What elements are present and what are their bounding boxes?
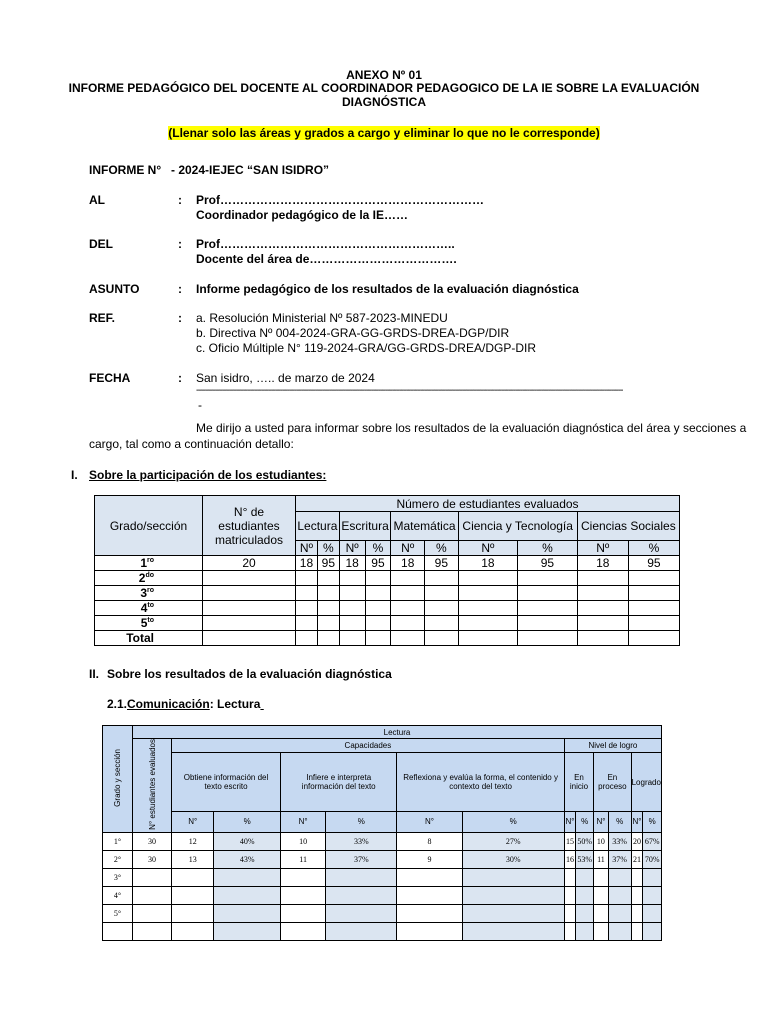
intro-paragraph-line1: Me dirijo a usted para informar sobre los resultados de la evaluación diagnóstica del área y secciones a [196, 421, 747, 435]
al-line1: Prof………………………………………………………… [196, 193, 484, 207]
table-cell: 43% [214, 850, 281, 868]
table-cell [577, 601, 628, 616]
table-cell [643, 904, 662, 922]
table-cell [518, 616, 578, 631]
table-cell [518, 631, 578, 646]
table-cell: 95 [628, 556, 679, 571]
t1-grado-number: 5 [140, 616, 148, 630]
table-row [95, 616, 680, 631]
t1-header-matriculados: N° de estudiantes matriculados [203, 496, 296, 556]
t1-grado-cell [95, 556, 203, 571]
table-cell [326, 868, 397, 886]
table-row [103, 832, 662, 850]
table-cell [425, 601, 459, 616]
t1-matriculados-cell [203, 601, 296, 616]
table-cell [628, 631, 679, 646]
table-cell [425, 586, 459, 601]
t1-area-ciencia: Ciencia y Tecnología [458, 512, 577, 541]
del-line1: Prof………………………………………………….. [196, 237, 455, 251]
table-cell [339, 631, 365, 646]
table-cell: 95 [317, 556, 339, 571]
table-cell [564, 886, 575, 904]
table-cell: 30% [462, 850, 564, 868]
table-cell [317, 601, 339, 616]
table-cell [214, 886, 281, 904]
t2-cap-infiere: Infiere e interpreta información del texto [281, 753, 397, 812]
section2-title: Sobre los resultados de la evaluación diagnóstica [107, 667, 392, 681]
table-cell [628, 601, 679, 616]
t1-matriculados-cell [203, 571, 296, 586]
table-cell [564, 922, 575, 940]
table-cell [576, 868, 594, 886]
table-cell [458, 571, 518, 586]
t1-grado-suffix: ro [147, 557, 154, 564]
table-cell [631, 922, 643, 940]
table-cell [339, 616, 365, 631]
t2-nivel-proceso: En proceso [594, 753, 631, 812]
t2-cap-obtiene: Obtiene información del texto escrito [172, 753, 281, 812]
section1-number: I. [71, 468, 78, 482]
ref-b: b. Directiva Nº 004-2024-GRA-GG-GRDS-DREA-DGP/DIR [196, 326, 510, 340]
subsection-area: Comunicación [127, 697, 210, 711]
table-row [95, 586, 680, 601]
table-cell [577, 571, 628, 586]
table-cell: 18 [391, 556, 425, 571]
annex-number: ANEXO Nº 01 [346, 68, 422, 82]
t1-header-evaluados: Número de estudiantes evaluados [296, 496, 680, 512]
table-cell: 70% [643, 850, 662, 868]
t2-sub-n: N° [631, 812, 643, 833]
t1-grado-number: 2 [138, 571, 146, 585]
table-cell [214, 904, 281, 922]
t1-sub-p: % [365, 541, 391, 556]
ref-colon: : [178, 311, 182, 325]
table-cell [518, 586, 578, 601]
t2-header-capacidades: Capacidades [172, 739, 565, 753]
table-cell [576, 904, 594, 922]
t1-grado-suffix: do [145, 572, 154, 579]
t1-matriculados-cell [203, 616, 296, 631]
table-cell [397, 922, 462, 940]
table-cell [628, 586, 679, 601]
t2-header-evaluados-text: N° estudiantes evaluados [147, 739, 157, 830]
table-cell [425, 631, 459, 646]
t2-evaluados-cell [133, 904, 172, 922]
table-cell [391, 571, 425, 586]
table-cell: 95 [425, 556, 459, 571]
table-cell [365, 616, 391, 631]
table-cell [281, 922, 326, 940]
t1-sub-n: Nº [296, 541, 318, 556]
table-cell [214, 922, 281, 940]
table-cell [339, 586, 365, 601]
table-cell [391, 601, 425, 616]
t2-header-lectura: Lectura [133, 726, 662, 739]
table-cell [296, 571, 318, 586]
t2-grado-cell: 4° [103, 886, 133, 904]
table-cell [397, 886, 462, 904]
table-cell: 40% [214, 832, 281, 850]
t1-grado-number: 1 [140, 556, 147, 570]
t2-sub-p: % [326, 812, 397, 833]
table-row [103, 922, 662, 940]
t1-sub-p: % [518, 541, 578, 556]
table-cell [458, 601, 518, 616]
t1-total-label: Total [95, 631, 203, 646]
table-cell [296, 601, 318, 616]
ref-label: REF. [89, 311, 116, 325]
table-cell [631, 868, 643, 886]
t1-header-grado: Grado/sección [95, 496, 203, 556]
t1-sub-n: Nº [391, 541, 425, 556]
table-cell [564, 904, 575, 922]
table-cell [172, 868, 214, 886]
t1-grado-cell [95, 616, 203, 631]
table-row [103, 868, 662, 886]
t2-header-nivel: Nivel de logro [564, 739, 661, 753]
fecha-label: FECHA [89, 371, 131, 385]
table-cell [397, 904, 462, 922]
table-cell [608, 904, 631, 922]
table-cell: 21 [631, 850, 643, 868]
table-cell: 18 [577, 556, 628, 571]
table-cell [339, 601, 365, 616]
table-cell [317, 586, 339, 601]
ref-a: a. Resolución Ministerial Nº 587-2023-MINEDU [196, 311, 448, 325]
table-cell [518, 601, 578, 616]
table-cell [577, 616, 628, 631]
t1-sub-p: % [628, 541, 679, 556]
t1-grado-suffix: to [147, 617, 154, 624]
asunto-colon: : [178, 282, 182, 296]
table-cell [458, 631, 518, 646]
table-cell [214, 868, 281, 886]
table-cell [462, 922, 564, 940]
t2-grado-cell [103, 922, 133, 940]
table-cell [458, 616, 518, 631]
table-cell [594, 886, 609, 904]
table-cell [518, 571, 578, 586]
table-cell [576, 886, 594, 904]
subsection-number: 2.1. [107, 697, 128, 711]
t1-grado-cell [95, 571, 203, 586]
ref-c: c. Oficio Múltiple N° 119-2024-GRA/GG-GRDS-DREA/DGP-DIR [196, 341, 536, 355]
t1-grado-suffix: ro [147, 587, 154, 594]
subsection-rest: : Lectura [209, 697, 261, 711]
t1-sub-n: Nº [458, 541, 518, 556]
table-cell: 20 [631, 832, 643, 850]
table-cell [281, 904, 326, 922]
table-cell: 8 [397, 832, 462, 850]
t1-grado-number: 3 [140, 586, 147, 600]
t2-sub-n: N° [172, 812, 214, 833]
table-cell [326, 886, 397, 904]
table-cell: 16 [564, 850, 575, 868]
t2-nivel-inicio: En inicio [564, 753, 593, 812]
del-line2: Docente del área de………………………………. [196, 252, 457, 266]
t2-sub-p: % [643, 812, 662, 833]
table-cell [425, 571, 459, 586]
table-cell: 67% [643, 832, 662, 850]
table-cell [643, 886, 662, 904]
table-cell: 95 [518, 556, 578, 571]
table-cell [317, 571, 339, 586]
table-cell [643, 868, 662, 886]
del-colon: : [178, 237, 182, 251]
t1-sub-n: Nº [339, 541, 365, 556]
table-cell: 10 [594, 832, 609, 850]
t1-grado-suffix: to [147, 602, 154, 609]
table-cell [365, 586, 391, 601]
table-cell [397, 868, 462, 886]
t1-area-sociales: Ciencias Sociales [577, 512, 679, 541]
table-cell [594, 904, 609, 922]
t2-sub-p: % [214, 812, 281, 833]
al-line2: Coordinador pedagógico de la IE…… [196, 208, 409, 222]
t2-sub-p: % [608, 812, 631, 833]
table-row [95, 556, 680, 571]
asunto-label: ASUNTO [89, 282, 140, 296]
t2-cap-reflexiona: Reflexiona y evalúa la forma, el contenido y contexto del texto [397, 753, 564, 812]
table-row [103, 850, 662, 868]
section2-number: II. [89, 667, 100, 681]
del-label: DEL [89, 237, 113, 251]
table-cell: 11 [281, 850, 326, 868]
t2-grado-cell: 3° [103, 868, 133, 886]
informe-label: INFORME N° [89, 163, 162, 177]
report-title-line2: DIAGNÓSTICA [342, 95, 426, 109]
table-cell [643, 922, 662, 940]
table-cell: 50% [576, 832, 594, 850]
table-cell: 18 [339, 556, 365, 571]
t1-area-lectura: Lectura [296, 512, 340, 541]
table-cell: 33% [326, 832, 397, 850]
table-cell [281, 868, 326, 886]
table-cell [326, 904, 397, 922]
table-cell [608, 886, 631, 904]
t1-sub-p: % [425, 541, 459, 556]
t2-sub-n: N° [594, 812, 609, 833]
table-cell [326, 922, 397, 940]
table-cell [339, 571, 365, 586]
table-cell: 95 [365, 556, 391, 571]
participation-table [94, 495, 680, 646]
fecha-dashes: --------------------------------------------------------------------------------------------------------------------------------------------------------------------------------------- [196, 385, 623, 396]
table-cell [391, 586, 425, 601]
al-label: AL [89, 193, 105, 207]
table-row [95, 601, 680, 616]
instruction-highlight: (Llenar solo las áreas y grados a cargo y eliminar lo que no le corresponde) [168, 126, 600, 140]
table-cell: 33% [608, 832, 631, 850]
t2-header-evaluados [133, 739, 172, 833]
subsection-heading [107, 697, 264, 711]
t2-header-grado [103, 726, 133, 833]
report-title-line1: INFORME PEDAGÓGICO DEL DOCENTE AL COORDINADOR PEDAGOGICO DE LA IE SOBRE LA EVALUACIÓN [68, 81, 700, 95]
table-cell [203, 631, 296, 646]
table-cell: 53% [576, 850, 594, 868]
table-row [103, 886, 662, 904]
table-cell [172, 886, 214, 904]
table-cell: 13 [172, 850, 214, 868]
t2-grado-cell: 1° [103, 832, 133, 850]
table-cell: 18 [458, 556, 518, 571]
t2-nivel-logrado: Logrado [631, 753, 661, 812]
t2-evaluados-cell: 30 [133, 832, 172, 850]
t1-grado-cell [95, 586, 203, 601]
table-cell [577, 631, 628, 646]
table-cell [365, 601, 391, 616]
table-cell [462, 904, 564, 922]
table-cell [631, 886, 643, 904]
table-cell: 27% [462, 832, 564, 850]
t1-matriculados-cell: 20 [203, 556, 296, 571]
t1-sub-p: % [317, 541, 339, 556]
informe-value: - 2024-IEJEC “SAN ISIDRO” [171, 163, 330, 177]
table-cell [172, 922, 214, 940]
table-cell [317, 631, 339, 646]
fecha-dash-end: - [198, 398, 202, 412]
section1-title: Sobre la participación de los estudiantes: [89, 468, 327, 482]
table-cell: 10 [281, 832, 326, 850]
table-cell: 9 [397, 850, 462, 868]
t1-grado-number: 4 [140, 601, 148, 615]
fecha-value: San isidro, ….. de marzo de 2024 [196, 371, 375, 385]
subsection-underline [260, 697, 263, 711]
table-cell: 11 [594, 850, 609, 868]
table-cell [365, 571, 391, 586]
t2-evaluados-cell: 30 [133, 850, 172, 868]
table-cell [365, 631, 391, 646]
table-cell: 18 [296, 556, 318, 571]
t1-grado-cell [95, 601, 203, 616]
t2-grado-cell: 5° [103, 904, 133, 922]
lectura-results-table [102, 725, 662, 941]
table-cell [564, 868, 575, 886]
table-cell [391, 631, 425, 646]
table-cell [296, 586, 318, 601]
instruction-wrapper [0, 124, 768, 142]
t1-matriculados-cell [203, 586, 296, 601]
table-cell [296, 616, 318, 631]
table-cell [594, 922, 609, 940]
intro-paragraph-line2: cargo, tal como a continuación detallo: [89, 437, 294, 451]
t2-sub-n: N° [564, 812, 575, 833]
table-cell [281, 886, 326, 904]
t2-header-grado-text: Grado y sección [113, 749, 122, 807]
al-colon: : [178, 193, 182, 207]
table-cell: 12 [172, 832, 214, 850]
table-cell [631, 904, 643, 922]
table-cell [577, 586, 628, 601]
table-cell [628, 616, 679, 631]
table-cell [576, 922, 594, 940]
table-cell [608, 922, 631, 940]
table-cell: 37% [608, 850, 631, 868]
t2-sub-p: % [576, 812, 594, 833]
table-cell [425, 616, 459, 631]
table-cell: 37% [326, 850, 397, 868]
t1-area-matematica: Matemática [391, 512, 458, 541]
table-row [95, 571, 680, 586]
table-cell [628, 571, 679, 586]
table-cell [594, 868, 609, 886]
t2-evaluados-cell [133, 922, 172, 940]
asunto-value: Informe pedagógico de los resultados de la evaluación diagnóstica [196, 282, 579, 296]
table-cell [462, 886, 564, 904]
table-row [103, 904, 662, 922]
table-cell [391, 616, 425, 631]
t2-evaluados-cell [133, 886, 172, 904]
table-cell [172, 904, 214, 922]
table-cell [608, 868, 631, 886]
table-cell [317, 616, 339, 631]
fecha-colon: : [178, 371, 182, 385]
table-cell [462, 868, 564, 886]
t2-sub-n: N° [397, 812, 462, 833]
t2-grado-cell: 2° [103, 850, 133, 868]
t1-sub-n: Nº [577, 541, 628, 556]
table-cell [458, 586, 518, 601]
t2-sub-n: N° [281, 812, 326, 833]
t2-sub-p: % [462, 812, 564, 833]
t2-evaluados-cell [133, 868, 172, 886]
table-cell: 15 [564, 832, 575, 850]
t1-area-escritura: Escritura [339, 512, 391, 541]
table-cell [296, 631, 318, 646]
